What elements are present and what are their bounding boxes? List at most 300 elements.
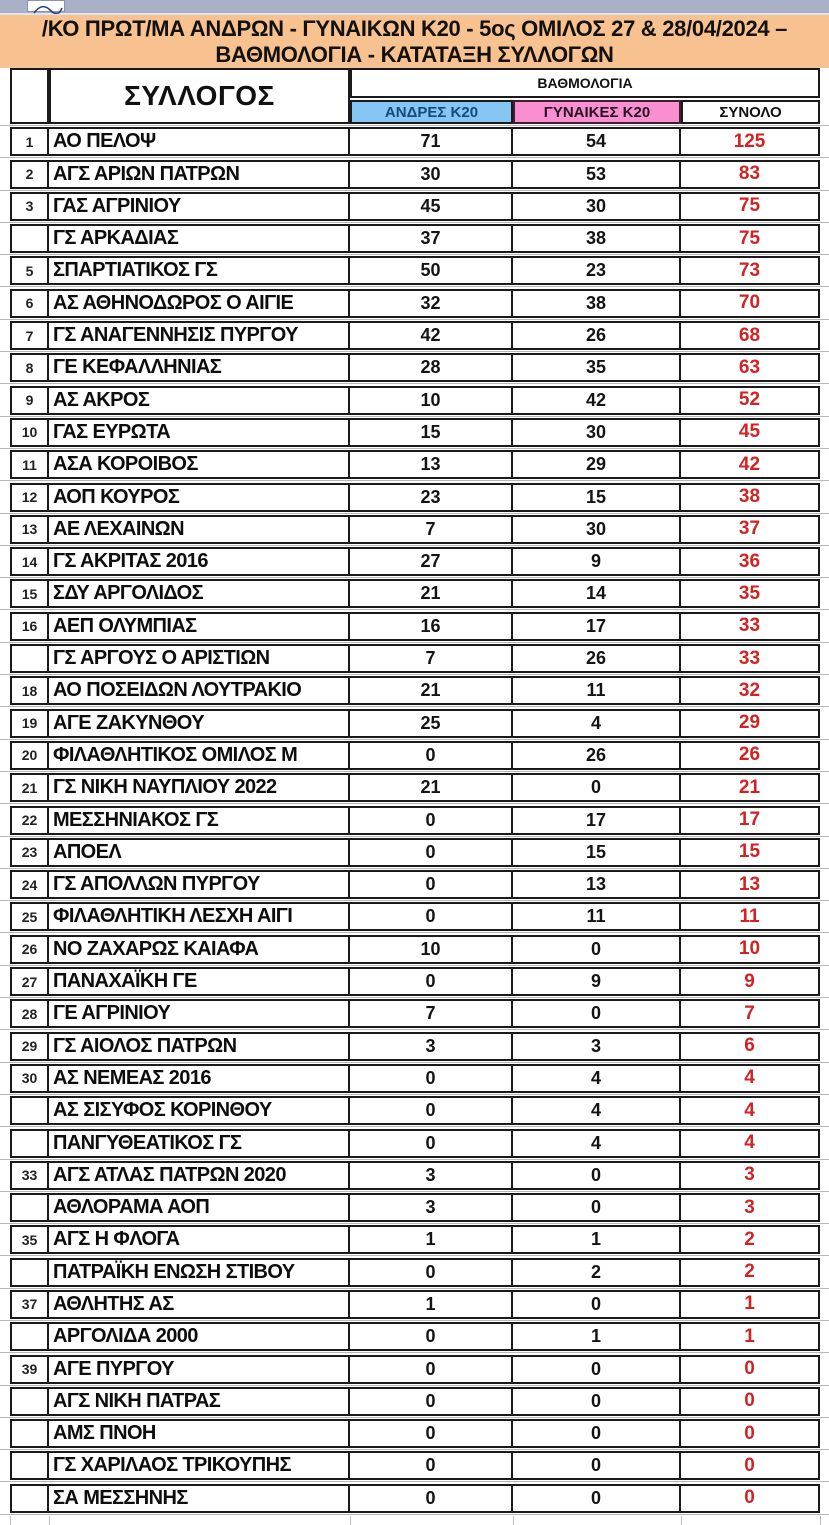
left-margin-cell [0,612,10,641]
rank-cell[interactable]: 10 [10,418,49,447]
men-score-cell[interactable]: 0 [350,1096,513,1125]
row-gap [0,1384,829,1387]
men-score-cell[interactable]: 23 [350,483,513,512]
women-score-cell[interactable]: 3 [513,1032,681,1061]
men-k20-header-cell[interactable]: ΑΝΔΡΕΣ Κ20 [350,100,513,124]
right-margin-cell [820,644,829,673]
club-header-cell[interactable]: ΣΥΛΛΟΓΟΣ [49,68,350,124]
club-cell[interactable]: ΝΟ ΖΑΧΑΡΩΣ ΚΑΙΑΦΑ [49,935,350,964]
total-header-cell[interactable]: ΣΥΝΟΛΟ [681,100,820,124]
club-cell[interactable]: ΓΣ ΑΡΓΟΥΣ Ο ΑΡΙΣΤΙΩΝ [49,644,350,673]
total-score-cell[interactable]: 4 [681,1129,820,1158]
right-margin-cell [820,838,829,867]
row-gap [0,931,829,934]
rank-cell[interactable]: 14 [10,547,49,576]
left-margin-cell [0,1355,10,1384]
left-margin-cell [0,321,10,350]
club-cell[interactable]: ΓΣ ΑΠΟΛΛΩΝ ΠΥΡΓΟΥ [49,870,350,899]
men-score-cell[interactable]: 16 [350,612,513,641]
rank-cell[interactable]: 33 [10,1161,49,1190]
rank-cell[interactable]: 21 [10,773,49,802]
club-cell[interactable]: ΠΑΤΡΑΪΚΗ ΕΝΩΣΗ ΣΤΙΒΟΥ [49,1258,350,1287]
men-score-cell[interactable]: 13 [350,450,513,479]
club-cell[interactable]: ΓΑΣ ΑΓΡΙΝΙΟΥ [49,192,350,221]
left-margin-cell [0,741,10,770]
women-score-cell[interactable]: 26 [513,741,681,770]
table-row [0,192,829,221]
club-cell[interactable]: ΣΑ ΜΕΣΣΗΝΗΣ [49,1484,350,1513]
men-score-cell[interactable]: 7 [350,515,513,544]
left-margin-cell [0,1387,10,1416]
table-row [0,1161,829,1190]
right-margin-cell [820,1484,829,1513]
men-score-cell[interactable]: 0 [350,967,513,996]
rank-header-cell[interactable] [10,68,49,124]
men-score-cell[interactable]: 0 [350,1322,513,1351]
table-row [0,1484,829,1513]
men-score-cell[interactable]: 0 [350,1129,513,1158]
men-score-cell[interactable]: 1 [350,1290,513,1319]
total-score-cell[interactable]: 29 [681,709,820,738]
club-cell[interactable]: ΑΣ ΑΚΡΟΣ [49,386,350,415]
club-cell[interactable]: ΑΓΕ ΠΥΡΓΟΥ [49,1355,350,1384]
rank-cell[interactable]: 13 [10,515,49,544]
women-score-cell[interactable]: 4 [513,1064,681,1093]
men-score-cell[interactable]: 37 [350,224,513,253]
women-score-cell[interactable]: 38 [513,289,681,318]
left-margin-cell [0,967,10,996]
total-score-cell[interactable]: 1 [681,1290,820,1319]
women-score-cell[interactable]: 42 [513,386,681,415]
women-score-cell[interactable]: 1 [513,1225,681,1254]
table-row [0,1419,829,1448]
men-score-cell[interactable]: 0 [350,1258,513,1287]
women-score-cell[interactable]: 14 [513,579,681,608]
total-score-cell[interactable]: 33 [681,612,820,641]
men-score-cell[interactable]: 45 [350,192,513,221]
men-score-cell[interactable]: 27 [350,547,513,576]
total-score-cell[interactable]: 52 [681,386,820,415]
rank-cell[interactable]: 22 [10,806,49,835]
rank-cell[interactable]: 30 [10,1064,49,1093]
total-score-cell[interactable]: 32 [681,676,820,705]
left-margin-cell [0,1322,10,1351]
women-score-cell[interactable]: 23 [513,256,681,285]
women-score-cell[interactable]: 15 [513,838,681,867]
men-score-cell[interactable]: 71 [350,127,513,156]
right-margin-cell [820,1387,829,1416]
rank-cell[interactable]: 27 [10,967,49,996]
club-cell[interactable]: ΑΣ ΝΕΜΕΑΣ 2016 [49,1064,350,1093]
club-cell[interactable]: ΑΣ ΑΘΗΝΟΔΩΡΟΣ Ο ΑΙΓΙΕ [49,289,350,318]
total-score-cell[interactable]: 9 [681,967,820,996]
rank-cell[interactable] [10,1193,49,1222]
row-gap [0,221,829,224]
total-score-cell[interactable]: 26 [681,741,820,770]
club-cell[interactable]: ΓΣ ΑΝΑΓΕΝΝΗΣΙΣ ΠΥΡΓΟΥ [49,321,350,350]
club-cell[interactable]: ΑΓΣ ΑΡΙΩΝ ΠΑΤΡΩΝ [49,160,350,189]
women-score-cell[interactable]: 26 [513,644,681,673]
row-gap [0,608,829,611]
rank-cell[interactable]: 6 [10,289,49,318]
club-cell[interactable]: ΓΣ ΑΙΟΛΟΣ ΠΑΤΡΩΝ [49,1032,350,1061]
right-margin-cell [820,1032,829,1061]
left-margin-cell [0,289,10,318]
right-margin-cell [820,224,829,253]
table-row [0,709,829,738]
club-cell[interactable]: ΑΓΣ Η ΦΛΟΓΑ [49,1225,350,1254]
women-score-cell[interactable]: 29 [513,450,681,479]
women-score-cell[interactable]: 17 [513,612,681,641]
club-cell[interactable]: ΑΟ ΠΟΣΕΙΔΩΝ ΛΟΥΤΡΑΚΙΟ [49,676,350,705]
men-score-cell[interactable]: 32 [350,289,513,318]
rank-cell[interactable]: 29 [10,1032,49,1061]
total-score-cell[interactable]: 0 [681,1419,820,1448]
table-row [0,483,829,512]
men-score-cell[interactable]: 21 [350,579,513,608]
women-score-cell[interactable]: 35 [513,353,681,382]
women-score-cell[interactable]: 9 [513,967,681,996]
table-row [0,256,829,285]
women-score-cell[interactable]: 30 [513,418,681,447]
row-gap [0,738,829,741]
rank-cell[interactable]: 7 [10,321,49,350]
club-cell[interactable]: ΑΟΠ ΚΟΥΡΟΣ [49,483,350,512]
men-score-cell[interactable]: 10 [350,386,513,415]
club-cell[interactable]: ΑΓΣ ΑΤΛΑΣ ΠΑΤΡΩΝ 2020 [49,1161,350,1190]
club-cell[interactable]: ΑΘΛΟΡΑΜΑ ΑΟΠ [49,1193,350,1222]
left-margin-cell [0,773,10,802]
club-cell[interactable]: ΓΑΣ ΕΥΡΩΤΑ [49,418,350,447]
rank-cell[interactable]: 1 [10,127,49,156]
women-score-cell[interactable]: 0 [513,1355,681,1384]
club-cell[interactable]: ΓΣ ΑΡΚΑΔΙΑΣ [49,224,350,253]
men-score-cell[interactable]: 50 [350,256,513,285]
women-score-cell[interactable]: 17 [513,806,681,835]
club-cell[interactable]: ΑΕ ΛΕΧΑΙΝΩΝ [49,515,350,544]
rank-cell[interactable]: 28 [10,999,49,1028]
total-score-cell[interactable]: 0 [681,1451,820,1480]
men-score-cell[interactable]: 7 [350,644,513,673]
rank-cell[interactable]: 11 [10,450,49,479]
rank-cell[interactable]: 23 [10,838,49,867]
row-gap [0,1028,829,1031]
men-score-cell[interactable]: 10 [350,935,513,964]
table-header [0,68,829,124]
total-score-cell[interactable]: 45 [681,418,820,447]
women-score-cell[interactable]: 15 [513,483,681,512]
women-score-cell[interactable]: 38 [513,224,681,253]
women-score-cell[interactable]: 1 [513,1322,681,1351]
row-gap [0,770,829,773]
right-margin-cell [820,418,829,447]
right-margin-cell [820,321,829,350]
women-score-cell[interactable]: 30 [513,192,681,221]
right-margin-cell [820,902,829,931]
total-score-cell[interactable]: 4 [681,1064,820,1093]
right-margin-cell [820,1419,829,1448]
rank-cell[interactable] [10,1451,49,1480]
women-score-cell[interactable]: 2 [513,1258,681,1287]
left-margin-cell [0,353,10,382]
table-row [0,741,829,770]
total-score-cell[interactable]: 2 [681,1225,820,1254]
men-score-cell[interactable]: 0 [350,1484,513,1513]
men-score-cell[interactable]: 28 [350,353,513,382]
left-margin-cell [0,806,10,835]
rank-cell[interactable]: 37 [10,1290,49,1319]
total-score-cell[interactable]: 35 [681,579,820,608]
total-score-cell[interactable]: 2 [681,1258,820,1287]
table-row [0,160,829,189]
women-score-cell[interactable]: 53 [513,160,681,189]
total-score-cell[interactable]: 36 [681,547,820,576]
total-score-cell[interactable]: 21 [681,773,820,802]
men-score-cell[interactable]: 0 [350,902,513,931]
table-row [0,321,829,350]
rank-cell[interactable]: 20 [10,741,49,770]
rank-cell[interactable]: 5 [10,256,49,285]
right-margin-cell [820,709,829,738]
rank-cell[interactable]: 26 [10,935,49,964]
men-score-cell[interactable]: 0 [350,1064,513,1093]
left-margin-cell [0,483,10,512]
women-score-cell[interactable]: 0 [513,999,681,1028]
club-cell[interactable]: ΑΓΕ ΖΑΚΥΝΘΟΥ [49,709,350,738]
right-margin-cell [820,256,829,285]
right-margin-cell [820,386,829,415]
club-cell[interactable]: ΣΔΥ ΑΡΓΟΛΙΔΟΣ [49,579,350,608]
men-score-cell[interactable]: 1 [350,1225,513,1254]
women-score-cell[interactable]: 11 [513,676,681,705]
right-margin-cell [820,999,829,1028]
club-cell[interactable]: ΑΣ ΣΙΣΥΦΟΣ ΚΟΡΙΝΘΟΥ [49,1096,350,1125]
total-score-cell[interactable]: 73 [681,256,820,285]
rank-cell[interactable]: 9 [10,386,49,415]
total-score-cell[interactable]: 83 [681,160,820,189]
club-cell[interactable]: ΑΟ ΠΕΛΟΨ [49,127,350,156]
rank-cell[interactable] [10,1484,49,1513]
club-cell[interactable]: ΓΣ ΝΙΚΗ ΝΑΥΠΛΙΟΥ 2022 [49,773,350,802]
men-score-cell[interactable]: 30 [350,160,513,189]
club-cell[interactable]: ΑΜΣ ΠΝΟΗ [49,1419,350,1448]
club-cell[interactable]: ΑΕΠ ΟΛΥΜΠΙΑΣ [49,612,350,641]
row-gap [0,802,829,805]
row-gap [0,641,829,644]
men-score-cell[interactable]: 21 [350,676,513,705]
women-score-cell[interactable]: 0 [513,1451,681,1480]
rank-cell[interactable]: 24 [10,870,49,899]
table-row [0,1064,829,1093]
men-score-cell[interactable]: 42 [350,321,513,350]
total-score-cell[interactable]: 68 [681,321,820,350]
women-score-cell[interactable]: 0 [513,1387,681,1416]
club-cell[interactable]: ΠΑΝΓΥΘΕΑΤΙΚΟΣ ΓΣ [49,1129,350,1158]
total-score-cell[interactable]: 125 [681,127,820,156]
left-margin-cell [0,1193,10,1222]
club-cell[interactable]: ΦΙΛΑΘΛΗΤΙΚΗ ΛΕΣΧΗ ΑΙΓΙ [49,902,350,931]
women-score-cell[interactable]: 4 [513,1129,681,1158]
women-score-cell[interactable]: 11 [513,902,681,931]
women-score-cell[interactable]: 26 [513,321,681,350]
total-score-cell[interactable]: 10 [681,935,820,964]
women-score-cell[interactable]: 0 [513,1290,681,1319]
rank-cell[interactable] [10,644,49,673]
total-score-cell[interactable]: 63 [681,353,820,382]
rank-cell[interactable]: 12 [10,483,49,512]
men-score-cell[interactable]: 0 [350,741,513,770]
men-score-cell[interactable]: 0 [350,1451,513,1480]
table-row [0,676,829,705]
women-score-cell[interactable]: 0 [513,1484,681,1513]
men-score-cell[interactable]: 3 [350,1161,513,1190]
total-score-cell[interactable]: 6 [681,1032,820,1061]
total-score-cell[interactable]: 17 [681,806,820,835]
club-cell[interactable]: ΓΣ ΑΚΡΙΤΑΣ 2016 [49,547,350,576]
women-score-cell[interactable]: 0 [513,1161,681,1190]
row-gap [0,1125,829,1128]
right-margin-cell [820,967,829,996]
score-group-header-cell[interactable]: ΒΑΘΜΟΛΟΓΙΑ [350,68,820,98]
club-cell[interactable]: ΣΠΑΡΤΙΑΤΙΚΟΣ ΓΣ [49,256,350,285]
total-score-cell[interactable]: 37 [681,515,820,544]
rank-cell[interactable] [10,1258,49,1287]
total-score-cell[interactable]: 11 [681,902,820,931]
club-cell[interactable]: ΓΕ ΚΕΦΑΛΛΗΝΙΑΣ [49,353,350,382]
total-score-cell[interactable]: 42 [681,450,820,479]
men-score-cell[interactable]: 21 [350,773,513,802]
men-score-cell[interactable]: 0 [350,1419,513,1448]
total-score-cell[interactable]: 38 [681,483,820,512]
rank-cell[interactable]: 15 [10,579,49,608]
club-cell[interactable]: ΑΓΣ ΝΙΚΗ ΠΑΤΡΑΣ [49,1387,350,1416]
women-score-cell[interactable]: 54 [513,127,681,156]
rank-cell[interactable]: 18 [10,676,49,705]
women-score-cell[interactable]: 9 [513,547,681,576]
table-row [0,1225,829,1254]
total-score-cell[interactable]: 33 [681,644,820,673]
row-gap [0,1480,829,1483]
club-cell[interactable]: ΑΣΑ ΚΟΡΟΙΒΟΣ [49,450,350,479]
rank-cell[interactable]: 25 [10,902,49,931]
women-k20-header-cell[interactable]: ΓΥΝΑΙΚΕΣ Κ20 [513,100,681,124]
total-score-cell[interactable]: 0 [681,1355,820,1384]
total-score-cell[interactable]: 75 [681,192,820,221]
left-margin-cell [0,709,10,738]
partial-empty-row [0,1516,829,1525]
total-score-cell[interactable]: 3 [681,1193,820,1222]
total-score-cell[interactable]: 3 [681,1161,820,1190]
women-score-cell[interactable]: 0 [513,1193,681,1222]
women-score-cell[interactable]: 30 [513,515,681,544]
rank-cell[interactable]: 19 [10,709,49,738]
right-margin-cell [820,741,829,770]
club-cell[interactable]: ΑΠΟΕΛ [49,838,350,867]
club-cell[interactable]: ΜΕΣΣΗΝΙΑΚΟΣ ΓΣ [49,806,350,835]
left-margin-cell [0,870,10,899]
row-gap [0,835,829,838]
right-margin-cell [820,483,829,512]
women-score-cell[interactable]: 13 [513,870,681,899]
club-cell[interactable]: ΠΑΝΑΧΑΪΚΗ ΓΕ [49,967,350,996]
row-gap [0,996,829,999]
women-score-cell[interactable]: 0 [513,773,681,802]
row-gap [0,1416,829,1419]
left-margin-cell [0,579,10,608]
rank-cell[interactable]: 35 [10,1225,49,1254]
rank-cell[interactable]: 16 [10,612,49,641]
table-row [0,870,829,899]
total-score-cell[interactable]: 7 [681,999,820,1028]
rank-cell[interactable] [10,224,49,253]
total-score-cell[interactable]: 0 [681,1484,820,1513]
rank-cell[interactable] [10,1322,49,1351]
men-score-cell[interactable]: 0 [350,1387,513,1416]
right-margin-cell [820,127,829,156]
men-score-cell[interactable]: 7 [350,999,513,1028]
table-row [0,386,829,415]
rank-cell[interactable]: 39 [10,1355,49,1384]
row-gap [0,1351,829,1354]
right-margin-cell [820,515,829,544]
right-margin-cell [820,612,829,641]
gridline [681,1516,682,1525]
left-margin-cell [0,160,10,189]
men-score-cell[interactable]: 0 [350,1355,513,1384]
men-score-cell[interactable]: 3 [350,1032,513,1061]
total-score-cell[interactable]: 70 [681,289,820,318]
rank-cell[interactable]: 8 [10,353,49,382]
rank-cell[interactable] [10,1096,49,1125]
club-cell[interactable]: ΓΕ ΑΓΡΙΝΙΟΥ [49,999,350,1028]
men-score-cell[interactable]: 0 [350,870,513,899]
right-margin-cell [820,935,829,964]
total-score-cell[interactable]: 1 [681,1322,820,1351]
men-score-cell[interactable]: 15 [350,418,513,447]
left-margin-cell [0,1032,10,1061]
rank-cell[interactable] [10,1419,49,1448]
row-gap [0,576,829,579]
row-gap [0,479,829,482]
row-gap [0,1448,829,1451]
row-gap [0,899,829,902]
rank-cell[interactable] [10,1387,49,1416]
women-score-cell[interactable]: 0 [513,935,681,964]
total-score-cell[interactable]: 13 [681,870,820,899]
women-score-cell[interactable]: 4 [513,709,681,738]
total-score-cell[interactable]: 75 [681,224,820,253]
club-cell[interactable]: ΑΡΓΟΛΙΔΑ 2000 [49,1322,350,1351]
total-score-cell[interactable]: 15 [681,838,820,867]
men-score-cell[interactable]: 25 [350,709,513,738]
club-cell[interactable]: ΓΣ ΧΑΡΙΛΑΟΣ ΤΡΙΚΟΥΠΗΣ [49,1451,350,1480]
gridline [10,1516,11,1525]
rank-cell[interactable]: 3 [10,192,49,221]
women-score-cell[interactable]: 4 [513,1096,681,1125]
rank-cell[interactable] [10,1129,49,1158]
left-margin-cell [0,547,10,576]
men-score-cell[interactable]: 3 [350,1193,513,1222]
total-score-cell[interactable]: 0 [681,1387,820,1416]
total-score-cell[interactable]: 4 [681,1096,820,1125]
table-row [0,127,829,156]
club-cell[interactable]: ΑΘΛΗΤΗΣ ΑΣ [49,1290,350,1319]
men-score-cell[interactable]: 0 [350,838,513,867]
club-cell[interactable]: ΦΙΛΑΘΛΗΤΙΚΟΣ ΟΜΙΛΟΣ Μ [49,741,350,770]
men-score-cell[interactable]: 0 [350,806,513,835]
women-score-cell[interactable]: 0 [513,1419,681,1448]
rank-cell[interactable]: 2 [10,160,49,189]
